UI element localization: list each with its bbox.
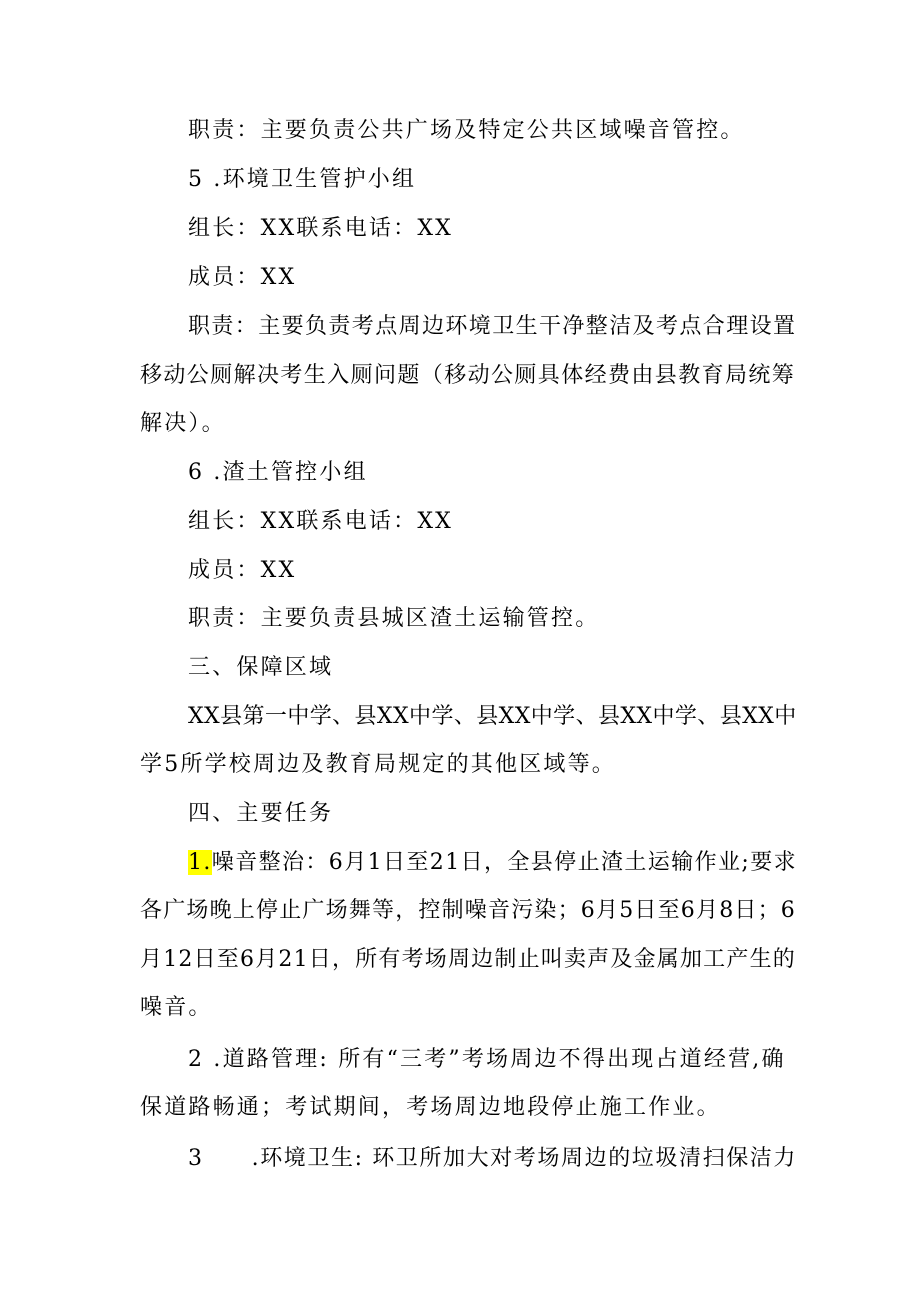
task-noise-line2: 各广场晚上停止广场舞等，控制噪音污染；6月5日至6月8日；6 xyxy=(140,898,796,923)
protected-areas-line2: 学5所学校周边及教育局规定的其他区域等。 xyxy=(140,752,616,777)
sanitation-leader: 组长：XX联系电话：XX xyxy=(188,216,454,241)
task-noise-line1 xyxy=(188,849,797,877)
protected-areas-line1: XX县第一中学、县XX中学、县XX中学、县XX中学、县XX中 xyxy=(188,704,797,729)
task-sanitation-line1 xyxy=(188,1145,797,1173)
sanitation-members: 成员：XX xyxy=(188,265,297,290)
muck-leader: 组长：XX联系电话：XX xyxy=(188,509,454,534)
muck-members: 成员：XX xyxy=(188,558,297,583)
heading-protected-areas: 三、保障区域 xyxy=(188,655,334,680)
task-noise-line3: 月12日至6月21日，所有考场周边制止叫卖声及金属加工产生的 xyxy=(140,947,796,972)
sanitation-duty-line1: 职责：主要负责考点周边环境卫生干净整洁及考点合理设置 xyxy=(188,314,797,339)
task-sanitation-number: 3 xyxy=(188,1146,204,1171)
task-road-line1: 2 .道路管理: 所有“三考”考场周边不得出现占道经营,确 xyxy=(188,1047,786,1072)
muck-duty: 职责：主要负责县城区渣土运输管控。 xyxy=(188,606,600,631)
heading-muck-control-group: 6 .渣土管控小组 xyxy=(188,460,368,485)
duty-noise-control: 职责：主要负责公共广场及特定公共区域噪音管控。 xyxy=(188,118,745,143)
highlighted-item-number: 1. xyxy=(188,850,212,875)
sanitation-duty-line2: 移动公厕解决考生入厕问题（移动公厕具体经费由县教育局统筹 xyxy=(140,363,796,388)
heading-sanitation-group: 5 .环境卫生管护小组 xyxy=(188,167,417,192)
task-noise-line4: 噪音。 xyxy=(140,995,213,1020)
sanitation-duty-line3: 解决）。 xyxy=(140,411,226,436)
heading-main-tasks: 四、主要任务 xyxy=(188,801,334,826)
task-road-line2: 保道路畅通；考试期间，考场周边地段停止施工作业。 xyxy=(140,1095,721,1120)
task-sanitation-text: .环境卫生: 环卫所加大对考场周边的垃圾清扫保洁力 xyxy=(251,1146,798,1171)
task-noise-text: 噪音整治：6月1日至21日，全县停止渣土运输作业;要求 xyxy=(211,850,797,875)
